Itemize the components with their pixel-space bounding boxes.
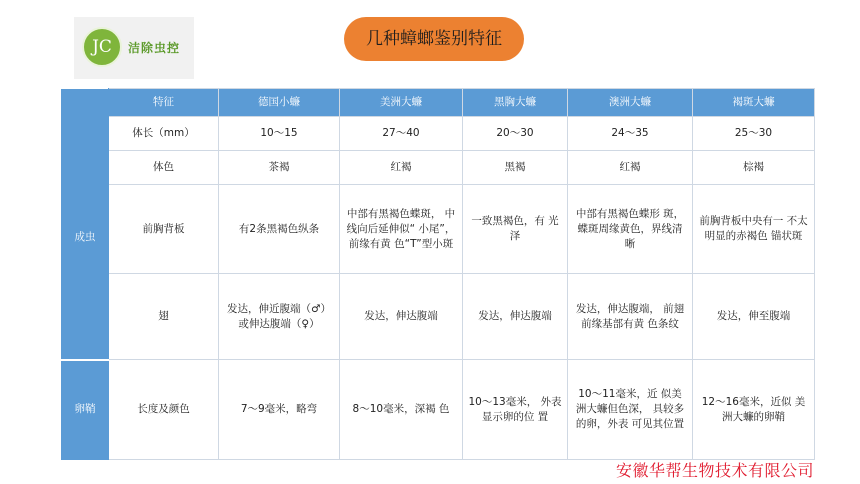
header-cell-species-5: 褐斑大蠊 <box>693 89 815 117</box>
header-cell-species-2: 美洲大蠊 <box>340 89 463 117</box>
feature-label: 前胸背板 <box>109 185 219 274</box>
table-cell: 一致黑褐色，有 光泽 <box>463 185 568 274</box>
table-cell: 25～30 <box>693 117 815 151</box>
table-cell: 有2条黑褐色纵条 <box>219 185 340 274</box>
header-cell-species-4: 澳洲大蠊 <box>568 89 693 117</box>
logo-text: 洁除虫控 <box>128 41 181 55</box>
table-cell: 8～10毫米，深褐 色 <box>340 360 463 460</box>
table-cell: 中部有黑褐色蝶形 斑，蝶斑周缘黄色，界线清晰 <box>568 185 693 274</box>
header-row <box>62 89 815 117</box>
header-cell-species-1: 德国小蠊 <box>219 89 340 117</box>
table-row-wings <box>62 274 815 360</box>
table-cell: 10～13毫米， 外表 显示卵的位 置 <box>463 360 568 460</box>
header-corner <box>62 89 109 117</box>
feature-label: 体色 <box>109 151 219 185</box>
table-row-body-color <box>62 151 815 185</box>
table-cell: 发达，伸达腹端 <box>340 274 463 360</box>
table-cell: 发达，伸达腹端 <box>463 274 568 360</box>
table-cell: 24～35 <box>568 117 693 151</box>
cockroach-comparison-table <box>61 88 815 460</box>
table-cell: 20～30 <box>463 117 568 151</box>
logo-mark: JC <box>82 27 122 67</box>
group-label-ootheca: 卵鞘 <box>62 360 109 460</box>
feature-label: 长度及颜色 <box>109 360 219 460</box>
table-cell: 10～15 <box>219 117 340 151</box>
table-cell: 发达，伸达腹端， 前翅前缘基部有黄 色条纹 <box>568 274 693 360</box>
table-row-ootheca <box>62 360 815 460</box>
table-cell: 红褐 <box>340 151 463 185</box>
table-cell: 棕褐 <box>693 151 815 185</box>
table-cell: 7～9毫米，略弯 <box>219 360 340 460</box>
feature-label: 翅 <box>109 274 219 360</box>
page-title: 几种蟑螂鉴别特征 <box>344 17 524 61</box>
header-cell-species-3: 黑胸大蠊 <box>463 89 568 117</box>
table-cell: 中部有黑褐色蝶斑， 中线向后延伸似“ 小尾”，前缘有黄 色“T”型小斑 <box>340 185 463 274</box>
table-cell: 茶褐 <box>219 151 340 185</box>
table-cell: 12～16毫米，近似 美洲大蠊的卵鞘 <box>693 360 815 460</box>
table-cell: 红褐 <box>568 151 693 185</box>
company-name: 安徽华帮生物技术有限公司 <box>615 461 814 480</box>
table-cell: 发达，伸至腹端 <box>693 274 815 360</box>
table-row-body-length <box>62 117 815 151</box>
group-label-adult: 成虫 <box>62 117 109 360</box>
table-cell: 10～11毫米，近 似美洲大蠊但色深， 具较多的卵，外表 可见其位置 <box>568 360 693 460</box>
feature-label: 体长（mm） <box>109 117 219 151</box>
table-cell: 黑褐 <box>463 151 568 185</box>
table-cell: 发达，伸近腹端（♂） 或伸达腹端（♀） <box>219 274 340 360</box>
table-cell: 27～40 <box>340 117 463 151</box>
table-row-pronotum <box>62 185 815 274</box>
header-cell-feature: 特征 <box>109 89 219 117</box>
company-logo <box>74 17 194 79</box>
table-cell: 前胸背板中央有一 不太明显的赤褐色 锚状斑 <box>693 185 815 274</box>
